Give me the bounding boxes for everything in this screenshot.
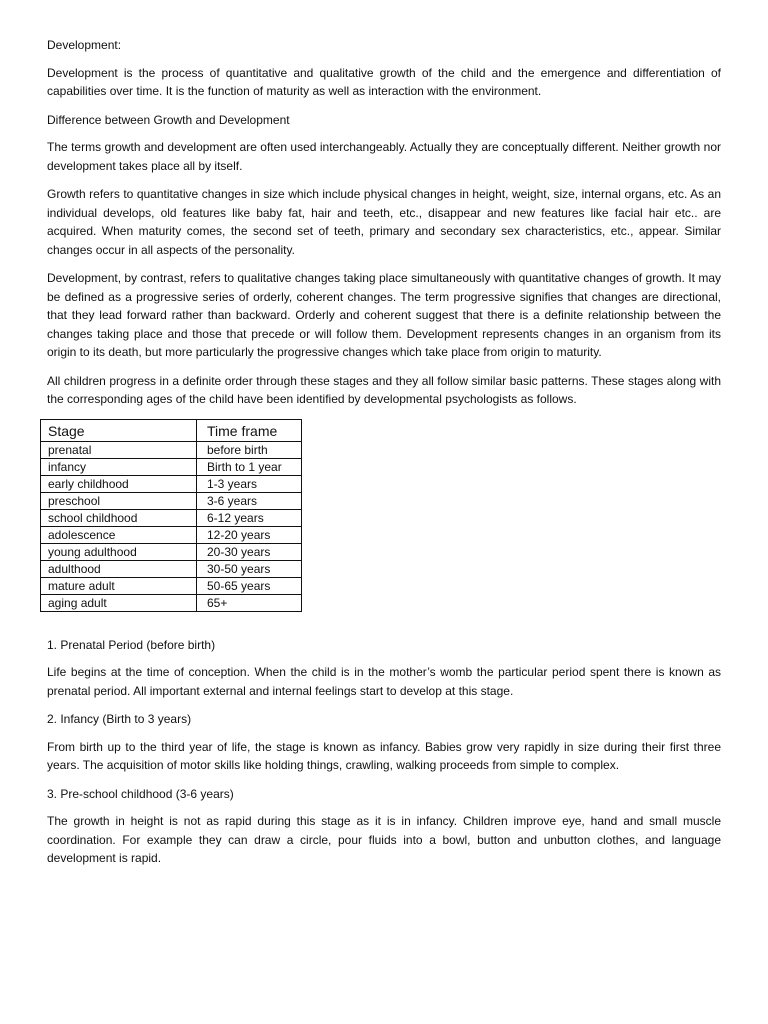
table-row [41,509,302,526]
document-page [47,36,721,878]
time-frame-cell: 12-20 years [197,526,302,543]
paragraph-3: Development, by contrast, refers to qualitative changes taking place simultaneously with quantitative changes of growth. It may be defined as a progressive series of orderly, coherent changes. The term progressive signifies that changes are directional, that they lead forward rather than backward. Orderly and coherent suggest that there is a definite relationship between the changes taking place and those that precede or will follow them. Development represents changes in an organism from its origin to its death, but more particularly the progressive changes which take place from origin to maturity. [47,271,721,359]
section-title-prenatal: 1. Prenatal Period (before birth) [47,637,216,652]
time-frame-cell: 30-50 years [197,560,302,577]
paragraph-4: All children progress in a definite order through these stages and they all follow similar basic patterns. These stages along with the corresponding ages of the child have been identified by developmental psychologists as follows. [47,373,721,406]
table-row [41,543,302,560]
column-header-time-frame: Time frame [197,419,302,441]
time-frame-cell: 3-6 years [197,492,302,509]
section-title-preschool: 3. Pre-school childhood (3-6 years) [47,786,234,801]
stage-cell: adolescence [41,526,197,543]
section-body-infancy: From birth up to the third year of life, the stage is known as infancy. Babies grow very rapidly in size during their first three years. The acquisition of motor skills like holding things, crawling, walking proceeds from simple to complex. [47,739,721,772]
time-frame-cell: 6-12 years [197,509,302,526]
stage-cell: aging adult [41,594,197,611]
table-row [41,441,302,458]
column-header-stage: Stage [41,419,197,441]
time-frame-cell: 20-30 years [197,543,302,560]
time-frame-cell: Birth to 1 year [197,458,302,475]
stage-cell: school childhood [41,509,197,526]
table-row [41,475,302,492]
table-row [41,560,302,577]
time-frame-cell: before birth [197,441,302,458]
stage-cell: young adulthood [41,543,197,560]
paragraph-1: The terms growth and development are often used interchangeably. Actually they are conceptually different. Neither growth nor development takes place all by itself. [47,140,721,173]
table-row [41,594,302,611]
stage-cell: early childhood [41,475,197,492]
stage-cell: infancy [41,458,197,475]
stages-table [40,419,302,612]
stage-cell: preschool [41,492,197,509]
stage-cell: mature adult [41,577,197,594]
section-body-prenatal: Life begins at the time of conception. When the child is in the mother’s womb the particular period spent there is known as prenatal period. All important external and internal feelings start to develop at this stage. [47,665,721,698]
table-row [41,492,302,509]
table-row [41,458,302,475]
section-body-preschool: The growth in height is not as rapid during this stage as it is in infancy. Children improve eye, hand and small muscle coordination. For example they can draw a circle, pour fluids into a bowl, button and unbutton clothes, and language development is rapid. [47,814,721,865]
stage-cell: prenatal [41,441,197,458]
table-row [41,526,302,543]
stage-cell: adulthood [41,560,197,577]
definition-paragraph: Development is the process of quantitative and qualitative growth of the child and the emergence and differentiation of capabilities over time. It is the function of maturity as well as interaction with the environment. [47,65,721,98]
page-title: Development: [47,38,122,52]
time-frame-cell: 1-3 years [197,475,302,492]
time-frame-cell: 65+ [197,594,302,611]
table-header-row [41,419,302,441]
table-row [41,577,302,594]
section-title-infancy: 2. Infancy (Birth to 3 years) [47,712,192,726]
section-subheading: Difference between Growth and Development [47,112,290,127]
time-frame-cell: 50-65 years [197,577,302,594]
paragraph-2: Growth refers to quantitative changes in size which include physical changes in height, weight, size, internal organs, etc. As an individual develops, old features like baby fat, hair and teeth, etc., disappear and new features like facial hair etc.. are acquired. When maturity comes, the second set of teeth, primary and secondary sex characteristics, etc., appear. Similar changes occur in all aspects of the personality. [47,187,721,257]
